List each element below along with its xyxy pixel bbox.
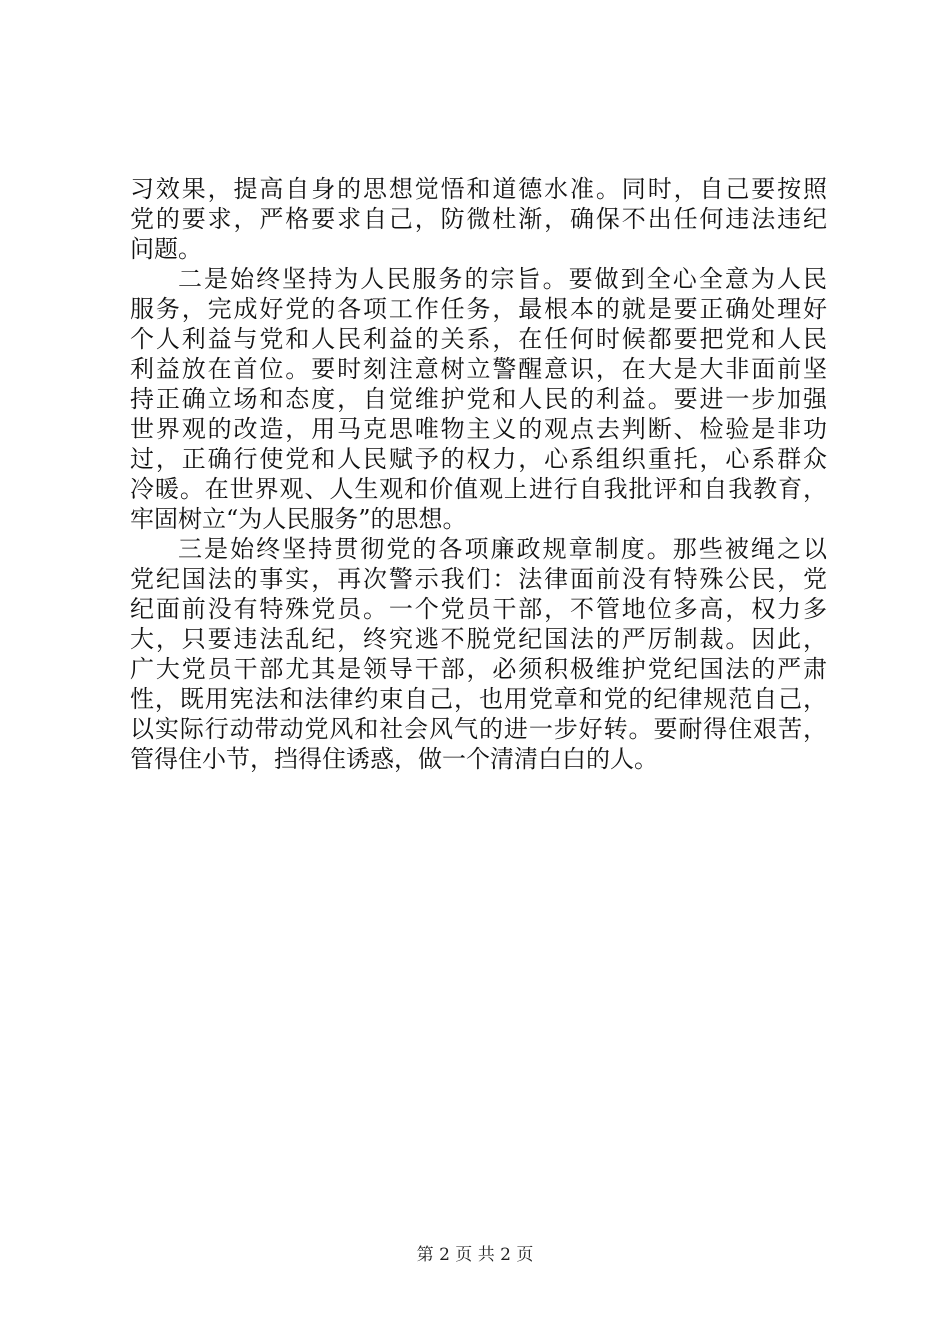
text-line: 纪面前没有特殊党员。一个党员干部，不管地位多高，权力多 (130, 595, 827, 623)
text-line: 党纪国法的事实，再次警示我们：法律面前没有特殊公民，党 (130, 565, 827, 593)
text-line: 广大党员干部尤其是领导干部，必须积极维护党纪国法的严肃 (130, 655, 827, 683)
paragraph-start-line: 三是始终坚持贯彻党的各项廉政规章制度。那些被绳之以 (178, 535, 827, 563)
text-line: 过，正确行使党和人民赋予的权力，心系组织重托，心系群众 (130, 445, 827, 473)
page-number-label: 第 2 页 共 2 页 (416, 1245, 534, 1265)
text-line: 服务，完成好党的各项工作任务，最根本的就是要正确处理好 (130, 295, 827, 323)
text-line: 管得住小节，挡得住诱惑，做一个清清白白的人。 (130, 745, 658, 773)
text-line: 冷暖。在世界观、人生观和价值观上进行自我批评和自我教育， (130, 475, 827, 503)
page-footer (0, 1243, 950, 1267)
text-line: 大，只要违法乱纪，终究逃不脱党纪国法的严厉制裁。因此， (130, 625, 827, 653)
paragraph-start-line: 二是始终坚持为人民服务的宗旨。要做到全心全意为人民 (178, 265, 827, 293)
text-line: 性，既用宪法和法律约束自己，也用党章和党的纪律规范自己， (130, 685, 827, 713)
text-line: 个人利益与党和人民利益的关系，在任何时候都要把党和人民 (130, 325, 827, 353)
text-line: 以实际行动带动党风和社会风气的进一步好转。要耐得住艰苦， (130, 715, 827, 743)
text-line: 利益放在首位。要时刻注意树立警醒意识，在大是大非面前坚 (130, 355, 827, 383)
text-line: 牢固树立“为人民服务”的思想。 (130, 505, 467, 533)
text-line: 党的要求，严格要求自己，防微杜渐，确保不出任何违法违纪 (130, 205, 827, 233)
text-line: 问题。 (130, 235, 202, 263)
text-line: 持正确立场和态度，自觉维护党和人民的利益。要进一步加强 (130, 385, 827, 413)
text-line: 世界观的改造，用马克思唯物主义的观点去判断、检验是非功 (130, 415, 827, 443)
body-text (130, 174, 827, 774)
text-line: 习效果，提高自身的思想觉悟和道德水准。同时，自己要按照 (130, 175, 827, 203)
